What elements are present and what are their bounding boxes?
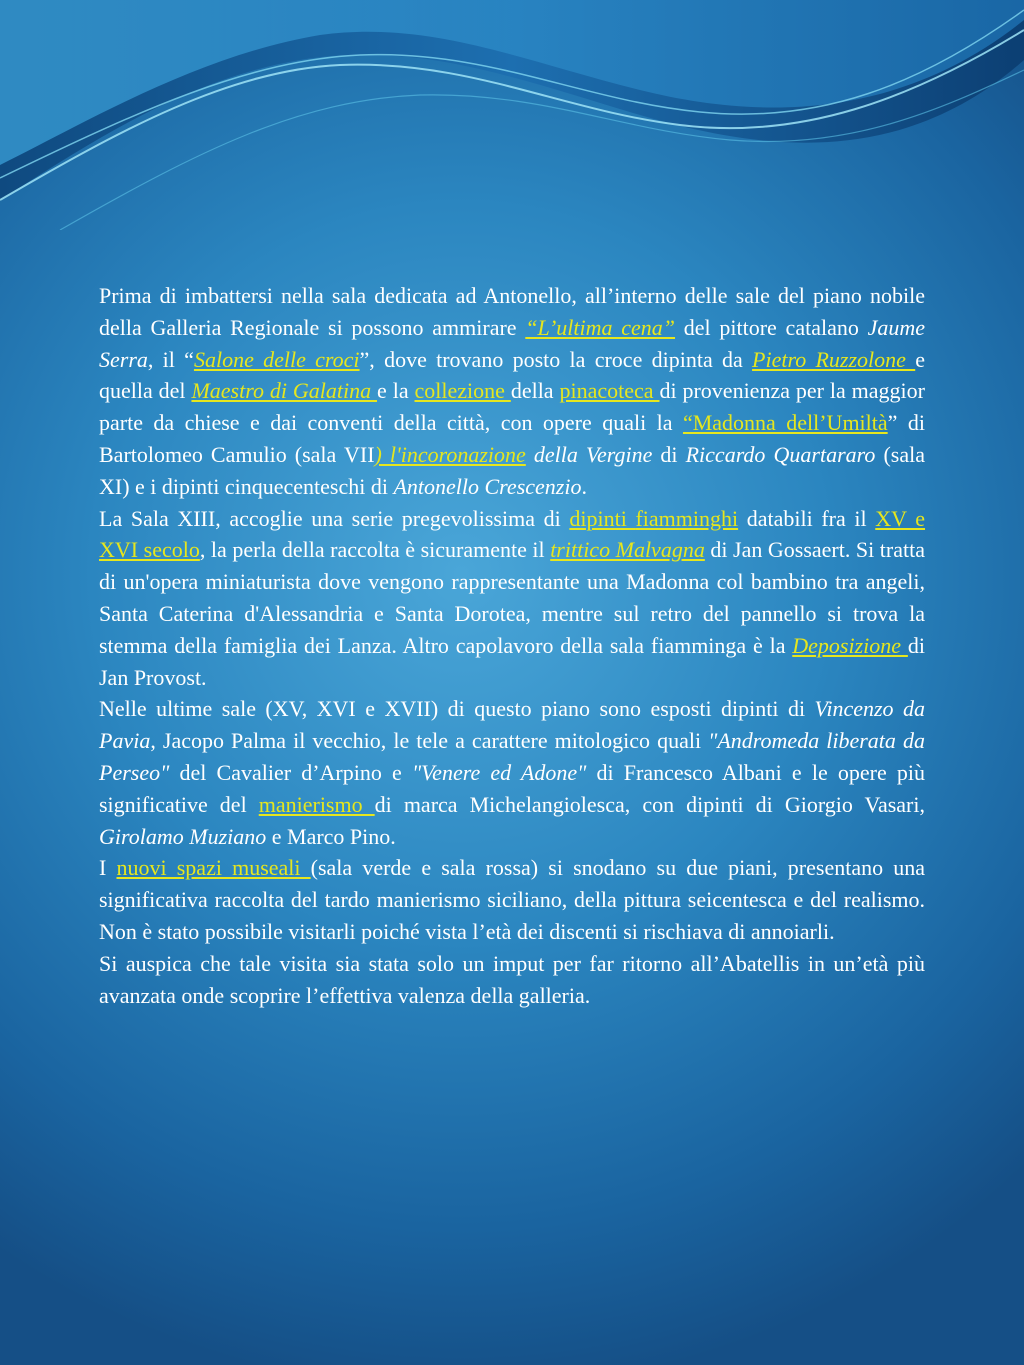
link-incoronazione[interactable]: ) l'incoronazione (374, 441, 526, 467)
link-manierismo[interactable]: manierismo (258, 791, 375, 817)
link-pietro-ruzzolone[interactable]: Pietro Ruzzolone (752, 346, 916, 372)
link-deposizione[interactable]: Deposizione (792, 632, 908, 658)
document-body (99, 280, 925, 1011)
paragraph-4: I nuovi spazi museali (sala verde e sala rossa) si snodano su due piani, presentano una significativa raccolta del tardo manierismo siciliano, della pittura seicentesca e del realismo. Non è stato possibile visitarli poiché vista l’età dei discenti si rischiava di annoiarli. (99, 855, 925, 944)
link-collezione[interactable]: collezione (414, 378, 511, 404)
link-salone-delle-croci[interactable]: Salone delle croci (193, 346, 360, 372)
link-fiamminghi[interactable]: fiamminghi (635, 505, 739, 531)
paragraph-3: Nelle ultime sale (XV, XVI e XVII) di questo piano sono esposti dipinti di Vincenzo da Pavia, Jacopo Palma il vecchio, le tele a carattere mitologico quali "Andromeda liberata da Perseo" del Cavalier d’Arpino e "Venere ed Adone" di Francesco Albani e le opere più significative del manierismo di marca Michelangiolesca, con dipinti di Giorgio Vasari, Girolamo Muziano e Marco Pino. (99, 696, 925, 849)
link-madonna-dell-umilta[interactable]: “Madonna dell’Umiltà (682, 410, 888, 436)
link-dipinti[interactable]: dipinti (569, 505, 636, 531)
paragraph-2: La Sala XIII, accoglie una serie pregevolissima di dipinti fiamminghi databili fra il XV e XVI secolo, la perla della raccolta è sicuramente il trittico Malvagna di Jan Gossaert. Si tratta di un'opera miniaturista dove vengono rappresentante una Madonna col bambino tra angeli, Santa Caterina d'Alessandria e Santa Dorotea, mentre sul retro del pannello si trova la stemma della famiglia dei Lanza. Altro capolavoro della sala fiamminga è la Deposizione di Jan Provost. (99, 505, 926, 690)
link-ultima-cena[interactable]: “L’ultima cena” (525, 314, 676, 340)
link-nuovi-spazi-museali[interactable]: nuovi spazi museali (116, 855, 311, 881)
link-pinacoteca[interactable]: pinacoteca (559, 378, 660, 404)
paragraph-1: Prima di imbattersi nella sala dedicata ad Antonello, all’interno delle sale del piano nobile della Galleria Regionale si possono ammirare “L’ultima cena” del pittore catalano Jaume Serra, il “Salone delle croci”, dove trovano posto la croce dipinta da Pietro Ruzzolone e quella del Maestro di Galatina e la collezione della pinacoteca di provenienza per la maggior parte da chiese e dai conventi della città, con opere quali la “Madonna dell’Umiltà” di Bartolomeo Camulio (sala VII) l'incoronazione della Vergine di Riccardo Quartararo (sala XI) e i dipinti cinquecenteschi di Antonello Crescenzio. (99, 283, 925, 499)
paragraph-5: Si auspica che tale visita sia stata solo un imput per far ritorno all’Abatellis in un’età più avanzata onde scoprire l’effettiva valenza della galleria. (99, 950, 925, 1008)
link-trittico-malvagna[interactable]: trittico Malvagna (550, 537, 705, 563)
link-maestro-di-galatina[interactable]: Maestro di Galatina (191, 378, 378, 404)
link-xv-xvi-secolo[interactable]: XV e XVI secolo (99, 505, 926, 563)
wave-band-light (0, 0, 1024, 165)
decorative-wave-header (0, 0, 1024, 230)
